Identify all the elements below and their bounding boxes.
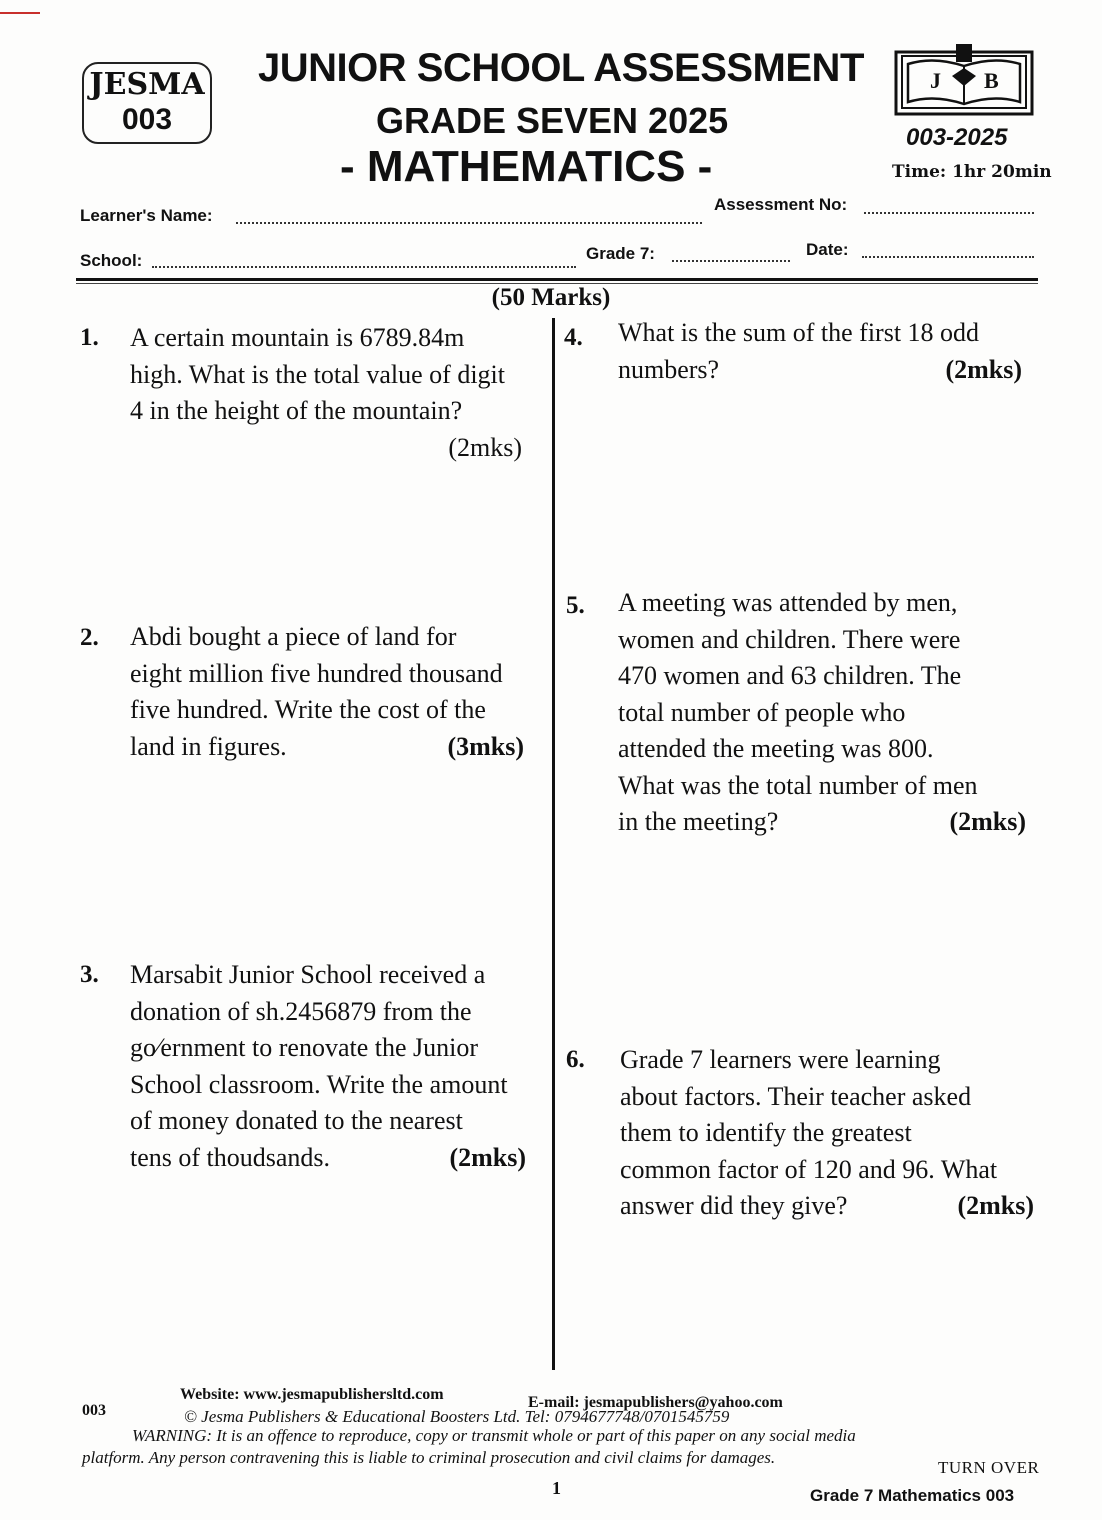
question-3-line: donation of sh.2456879 from the (130, 996, 472, 1026)
total-marks: (50 Marks) (491, 284, 611, 311)
question-6-line: common factor of 120 and 96. What (620, 1154, 998, 1184)
badge-number: 003 (121, 103, 173, 136)
footer-warning-line1: WARNING: It is an offence to reproduce, copy or transmit whole or part of this paper on any social media (132, 1426, 856, 1445)
question-1 (130, 320, 540, 466)
question-5-number: 5. (566, 592, 585, 619)
question-4 (618, 315, 1022, 388)
assessment-no-line (864, 212, 1034, 214)
question-5-line: total number of people who (618, 697, 906, 727)
column-divider (552, 318, 555, 1370)
learner-name-label: Learner's Name: (80, 206, 213, 225)
exam-grade: GRADE SEVEN 2025 (376, 100, 729, 141)
book-logo-icon (894, 44, 1034, 118)
question-2 (130, 619, 530, 765)
header-divider (76, 278, 1038, 281)
grade-line (672, 260, 790, 262)
question-5-line: attended the meeting was 800. (618, 734, 934, 763)
question-4-line: What is the sum of the first 18 odd (618, 318, 980, 347)
question-3-line: go⁄ernment to renovate the Junior (130, 1033, 479, 1062)
question-5-line: A meeting was attended by men, (618, 588, 958, 617)
question-1-line: A certain mountain is 6789.84m (130, 323, 465, 352)
question-5-line: women and children. There were (618, 624, 961, 654)
question-6-line: answer did they give? (620, 1191, 848, 1220)
question-3-marks: (2mks) (449, 1142, 526, 1172)
question-5-line: 470 women and 63 children. The (618, 661, 962, 690)
question-3-line: of money donated to the nearest (130, 1106, 463, 1135)
assessment-no-label: Assessment No: (714, 195, 848, 214)
question-3-line: tens of thoudsands. (130, 1142, 331, 1172)
question-1-line: high. What is the total value of digit (130, 359, 506, 389)
time-allowed: Time: 1hr 20min (892, 162, 1052, 182)
exam-subject: - MATHEMATICS - (340, 142, 713, 191)
footer-warning-line2: platform. Any person contravening this is liable to criminal prosecution and civil claims for damages. (82, 1448, 776, 1467)
school-label: School: (80, 251, 143, 270)
question-2-line: eight million five hundred thousand (130, 658, 503, 688)
question-4-number: 4. (564, 324, 583, 351)
question-2-number: 2. (80, 624, 99, 651)
turn-over: TURN OVER (938, 1458, 1040, 1477)
question-3-line: School classroom. Write the amount (130, 1069, 508, 1099)
jesma-badge (82, 62, 212, 144)
badge-name: JESMA (89, 67, 205, 102)
learner-name-line (236, 222, 702, 224)
question-5 (618, 585, 1026, 841)
question-1-number: 1. (80, 324, 99, 351)
footer-code: 003 (82, 1402, 106, 1419)
question-5-line: in the meeting? (618, 807, 779, 836)
question-3-line: Marsabit Junior School received a (130, 960, 486, 989)
date-line (862, 256, 1034, 258)
scan-mark (0, 12, 40, 14)
question-5-line: What was the total number of men (618, 770, 978, 800)
question-2-marks: (3mks) (447, 731, 524, 761)
paper-code: 003-2025 (906, 124, 1008, 151)
grade-label: Grade 7: (586, 244, 655, 263)
question-6-marks: (2mks) (957, 1191, 1034, 1220)
question-6-line: Grade 7 learners were learning (620, 1045, 941, 1074)
question-6-line: them to identify the greatest (620, 1118, 912, 1147)
question-2-line: Abdi bought a piece of land for (130, 622, 457, 651)
question-3 (130, 957, 540, 1176)
question-1-line: 4 in the height of the mountain? (130, 396, 463, 425)
page-number: 1 (552, 1478, 561, 1498)
footer-copyright: © Jesma Publishers & Educational Boosters Ltd. Tel: 0794677748/0701545759 (184, 1407, 730, 1426)
question-6-number: 6. (566, 1046, 585, 1073)
paper-name: Grade 7 Mathematics 003 (810, 1486, 1015, 1505)
question-1-marks: (2mks) (448, 432, 522, 462)
logo-letter-j: J (930, 68, 941, 93)
question-4-marks: (2mks) (945, 354, 1022, 384)
question-4-line: numbers? (618, 354, 720, 384)
question-3-number: 3. (80, 961, 99, 988)
question-6 (620, 1042, 1034, 1225)
logo-letter-b: B (984, 68, 999, 93)
question-6-line: about factors. Their teacher asked (620, 1081, 972, 1111)
exam-title: JUNIOR SCHOOL ASSESSMENT (258, 46, 864, 90)
footer-email: E-mail: jesmapublishers@yahoo.com (528, 1394, 783, 1411)
footer-website: Website: www.jesmapublishersltd.com (180, 1386, 444, 1403)
question-2-line: five hundred. Write the cost of the (130, 695, 486, 724)
question-2-line: land in figures. (130, 731, 287, 761)
question-5-marks: (2mks) (949, 807, 1026, 836)
school-line (152, 266, 576, 268)
date-label: Date: (806, 240, 849, 259)
